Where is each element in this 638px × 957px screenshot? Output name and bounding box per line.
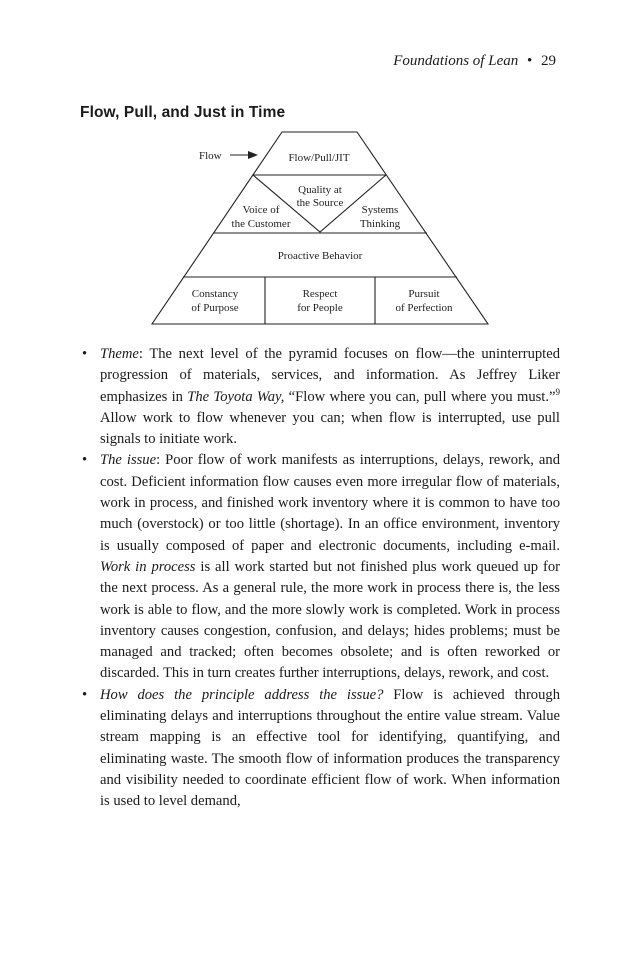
right-label-1: Systems: [361, 204, 399, 216]
center-label-1: Quality at: [298, 184, 342, 196]
left-label-2: the Customer: [231, 218, 291, 230]
bullet-marker: •: [82, 346, 88, 362]
left-label-1: Voice of: [242, 204, 280, 216]
bullet-lead: Theme: [100, 346, 139, 362]
header-separator: •: [526, 53, 533, 69]
bullet-text: is all work started but not finished plus work queued up for the next process. As a general rule, the more work in process there is, the less work is able to flow, and the more slowly work is completed. Work in process inventory causes congestion, confusion, and delays; hides problems; must be managed and tracked; often becomes obsolete; and is often reworked or discarded. This in turn creates further interruptions, delays, rework, and cost.: [100, 558, 560, 682]
lean-pyramid-diagram: [0, 0, 638, 340]
middle-label: Proactive Behavior: [277, 250, 363, 262]
bullet-marker: •: [82, 452, 88, 469]
bullet-text: Allow work to flow whenever you can; when flow is interrupted, use pull signals to initiate work.: [100, 409, 560, 448]
footnote-ref: 9: [555, 386, 560, 397]
base-right-label-2: of Perfection: [395, 302, 453, 314]
top-label: Flow/Pull/JIT: [288, 152, 350, 164]
bullet-how: [80, 685, 560, 813]
bullet-text: : Poor flow of work manifests as interruptions, delays, rework, and cost. Deficient information flow causes even more irregular flow of materials, work in process, and finished work inventory where it is common to have too much (overstock) or too little (shortage). In an office environment, inventory is usually composed of paper and electronic documents, including e-mail.: [100, 452, 560, 554]
right-label-2: Thinking: [359, 218, 401, 230]
center-label-2: the Source: [296, 197, 344, 209]
flow-label: Flow: [199, 150, 222, 162]
bullet-text: “Flow where you can, pull where you must.”: [284, 388, 556, 405]
base-right-label-1: Pursuit: [408, 288, 440, 300]
base-left-label-2: of Purpose: [191, 302, 239, 314]
bullet-text: : The next level of the pyramid focuses on flow—the uninterrupted progression of materials, services, and information. As Jeffrey Liker emphasizes in: [100, 346, 560, 405]
bullet-lead: The issue: [100, 452, 157, 469]
page-number: 29: [541, 53, 556, 69]
base-center-label-1: Respect: [302, 288, 338, 300]
bullet-theme: [80, 344, 560, 450]
flow-arrow-icon: [248, 151, 258, 159]
bullet-marker: •: [82, 686, 88, 703]
bullet-list: [80, 344, 560, 813]
bullet-text: Flow is achieved through eliminating delays and interruptions throughout the entire value stream. Value stream mapping is an effective tool for identifying, quantifying, and eliminating waste. The smooth flow of information produces the transparency and visibility needed to coordinate efficient flow of work. When information is used to level demand,: [100, 686, 560, 810]
bullet-lead: How does the principle address the issue?: [100, 686, 384, 703]
book-title: The Toyota Way,: [187, 388, 285, 405]
section-heading: Flow, Pull, and Just in Time: [80, 104, 286, 121]
bullet-issue: [80, 450, 560, 684]
base-center-label-2: for People: [297, 302, 343, 314]
running-title: Foundations of Lean: [393, 53, 519, 69]
base-left-label-1: Constancy: [191, 288, 239, 300]
defined-term: Work in process: [100, 558, 196, 575]
